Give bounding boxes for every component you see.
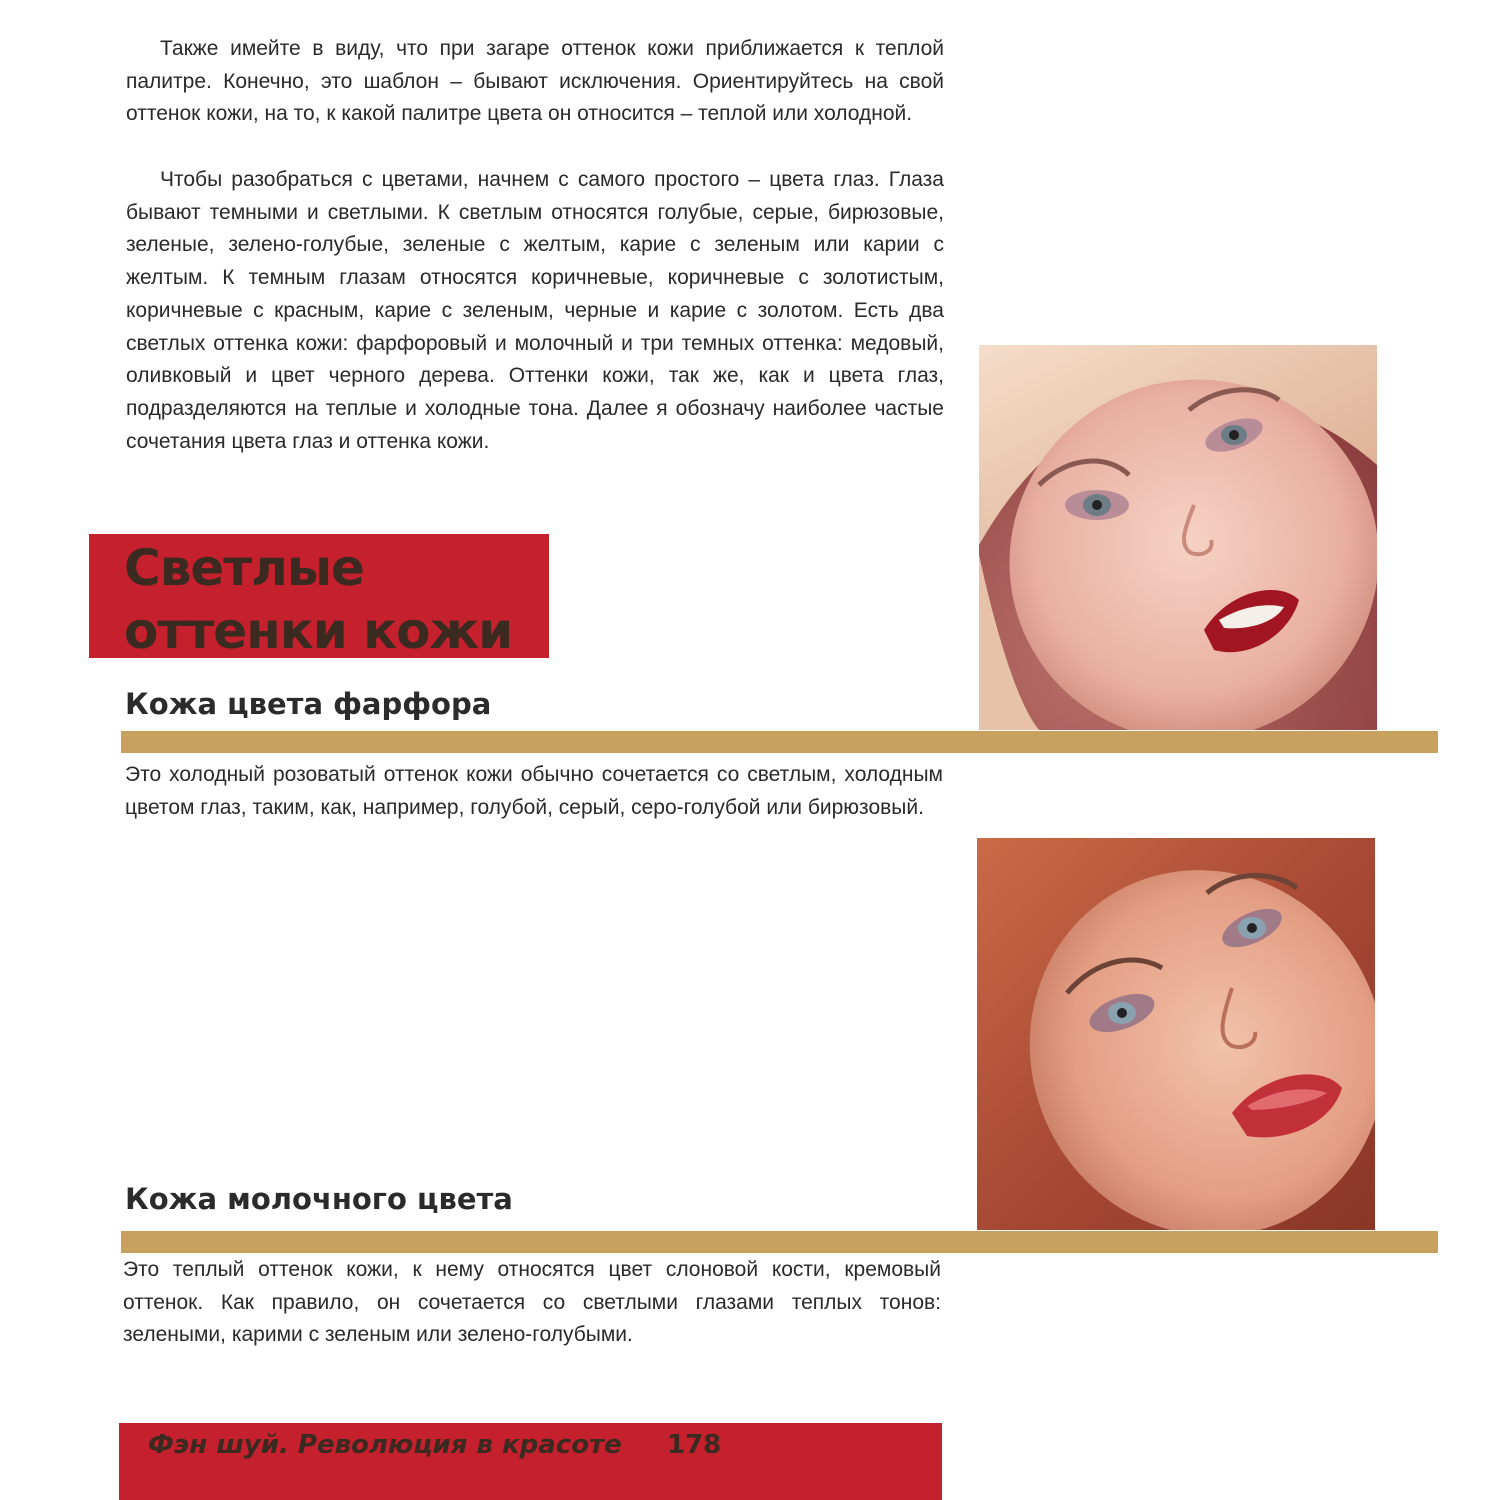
milky-skin-heading: Кожа молочного цвета: [125, 1182, 513, 1216]
section-title: [124, 537, 512, 663]
porcelain-skin-text: Это холодный розоватый оттенок кожи обычно сочетается со светлым, холодным цветом глаз, таким, как, например, голубой, серый, серо-голубой или бирюзовый.: [125, 763, 943, 819]
milky-skin-portrait: [977, 838, 1375, 1230]
section-title-line-1: Светлые: [124, 539, 364, 597]
page-number: 178: [667, 1430, 722, 1460]
milky-skin-text: Это теплый оттенок кожи, к нему относятся цвет слоновой кости, кремовый оттенок. Как правило, он сочетается со светлыми глазами теплых тонов: зелеными, карими с зеленым или зелено-голубыми.: [123, 1258, 941, 1347]
intro-paragraph-1: Также имейте в виду, что при загаре оттенок кожи приближается к теплой палитре. Конечно, это шаблон – бывают исключения. Ориентируйтесь на свой оттенок кожи, на то, к какой палитре цвета он относится – теплой или холодной.: [126, 37, 944, 126]
section-title-line-2: оттенки кожи: [124, 602, 513, 660]
porcelain-skin-heading: Кожа цвета фарфора: [125, 687, 492, 721]
porcelain-skin-portrait: [979, 345, 1377, 730]
footer-book-title: Фэн шуй. Революция в красоте: [148, 1430, 622, 1460]
porcelain-divider: [121, 731, 1438, 753]
intro-paragraph-2: Чтобы разобраться с цветами, начнем с самого простого – цвета глаз. Глаза бывают темными и светлыми. К светлым относятся голубые, серые, бирюзовые, зеленые, зелено-голубые, зеленые с желтым, карие с зеленым или карии с желтым. К темным глазам относятся коричневые, коричневые с золотистым, коричневые с красным, карие с зеленым, черные и карие с золотом. Есть два светлых оттенка кожи: фарфоровый и молочный и три темных оттенка: медовый, оливковый и цвет черного дерева. Оттенки кожи, так же, как и цвета глаз, подразделяются на теплые и холодные тона. Далее я обозначу наиболее частые сочетания цвета глаз и оттенка кожи.: [126, 168, 944, 453]
milky-divider: [121, 1231, 1438, 1253]
